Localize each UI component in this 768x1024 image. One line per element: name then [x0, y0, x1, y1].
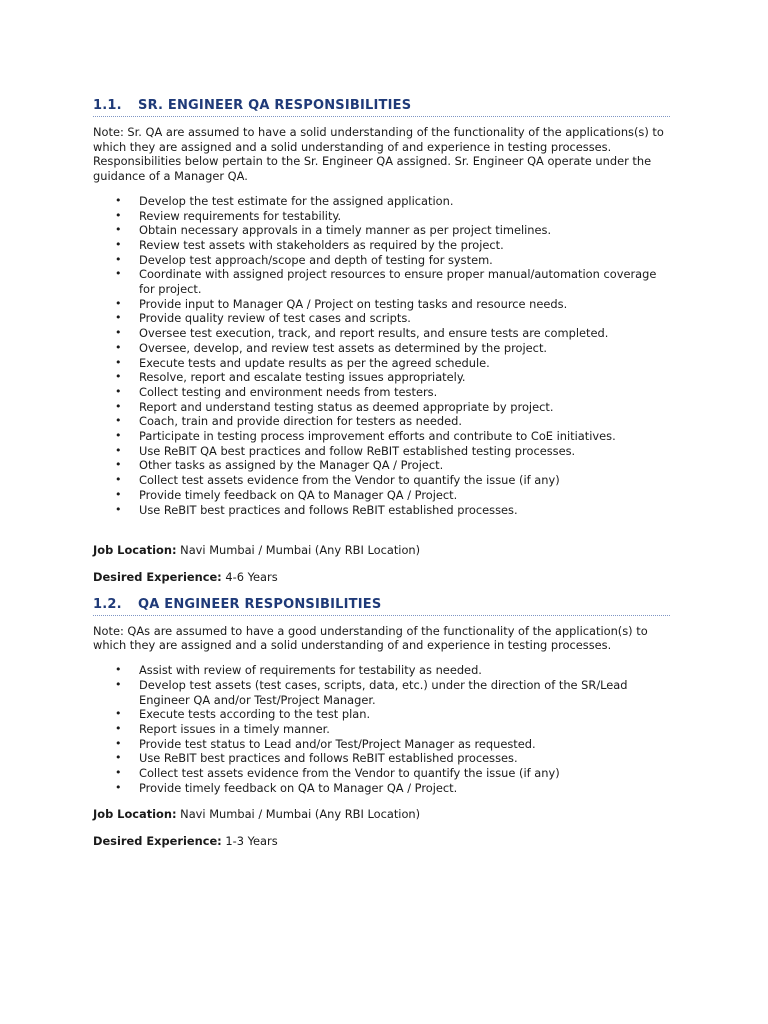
list-item-text: Coach, train and provide direction for testers as needed. — [139, 414, 463, 429]
bullet-icon: • — [115, 736, 122, 750]
bullet-icon: • — [115, 721, 122, 735]
list-item — [93, 326, 670, 341]
bullet-icon: • — [115, 677, 122, 691]
list-item — [93, 385, 670, 400]
bullet-icon: • — [115, 384, 122, 398]
list-item-text: Other tasks as assigned by the Manager QA / Project. — [139, 458, 444, 473]
bullet-icon: • — [115, 267, 122, 281]
list-item-text: Execute tests and update results as per the agreed schedule. — [139, 355, 490, 370]
bullet-icon: • — [115, 340, 122, 354]
bullet-icon: • — [115, 193, 122, 207]
list-item — [93, 311, 670, 326]
bullet-icon: • — [115, 458, 122, 472]
list-item-text: Oversee, develop, and review test assets as determined by the project. — [139, 340, 548, 355]
list-item — [93, 707, 670, 722]
list-item — [93, 766, 670, 781]
list-item-text: Oversee test execution, track, and report results, and ensure tests are completed. — [139, 326, 609, 341]
list-item — [93, 751, 670, 766]
list-item — [93, 737, 670, 752]
list-item — [93, 503, 670, 518]
list-item-text: Provide input to Manager QA / Project on testing tasks and resource needs. — [139, 296, 568, 311]
section-note: Note: QAs are assumed to have a good understanding of the functionality of the application(s) to which they are assigned and a solid understanding of and experience in testing processes. — [93, 623, 648, 653]
section-number: 1.2. — [93, 596, 122, 612]
list-item-text: Provide quality review of test cases and scripts. — [139, 311, 411, 326]
bullet-icon: • — [115, 399, 122, 413]
list-item — [93, 194, 670, 209]
responsibilities-list — [93, 663, 670, 795]
desired-experience-value: 1-3 Years — [221, 834, 278, 849]
bullet-icon: • — [115, 429, 122, 443]
list-item — [93, 458, 670, 473]
responsibilities-list — [93, 194, 670, 517]
bullet-icon: • — [115, 237, 122, 251]
section-heading-sr-engineer-qa — [93, 98, 670, 117]
bullet-icon: • — [115, 751, 122, 765]
list-item-text: Develop test assets (test cases, scripts, data, etc.) under the direction of the SR/Lead Engineer QA and/or Test/Project Manager. — [139, 677, 628, 707]
list-item — [93, 678, 670, 707]
section-title: SR. ENGINEER QA RESPONSIBILITIES — [138, 98, 412, 113]
list-item-text: Execute tests according to the test plan. — [139, 707, 371, 722]
list-item — [93, 781, 670, 796]
list-item-text: Obtain necessary approvals in a timely manner as per project timelines. — [139, 223, 552, 238]
section-number: 1.1. — [93, 98, 122, 113]
list-item — [93, 488, 670, 503]
document-page — [93, 98, 670, 849]
list-item — [93, 414, 670, 429]
list-item-text: Collect test assets evidence from the Vendor to quantify the issue (if any) — [139, 473, 560, 488]
bullet-icon: • — [115, 502, 122, 516]
list-item — [93, 722, 670, 737]
bullet-icon: • — [115, 311, 122, 325]
list-item-text: Provide timely feedback on QA to Manager QA / Project. — [139, 780, 458, 795]
list-item — [93, 400, 670, 415]
bullet-icon: • — [115, 296, 122, 310]
list-item-text: Use ReBIT best practices and follows ReBIT established processes. — [139, 751, 518, 766]
list-item-text: Report issues in a timely manner. — [139, 721, 330, 736]
list-item-text: Use ReBIT QA best practices and follow ReBIT established testing processes. — [139, 443, 576, 458]
job-location-value: Navi Mumbai / Mumbai (Any RBI Location) — [176, 543, 421, 558]
list-item-text: Develop test approach/scope and depth of testing for system. — [139, 252, 493, 267]
list-item-text: Coordinate with assigned project resources to ensure proper manual/automation coverage for project. — [139, 267, 657, 297]
bullet-icon: • — [115, 355, 122, 369]
bullet-icon: • — [115, 223, 122, 237]
desired-experience — [93, 570, 670, 585]
list-item-text: Collect test assets evidence from the Vendor to quantify the issue (if any) — [139, 766, 560, 781]
list-item — [93, 341, 670, 356]
list-item-text: Provide timely feedback on QA to Manager QA / Project. — [139, 487, 458, 502]
list-item — [93, 356, 670, 371]
list-item-text: Resolve, report and escalate testing issues appropriately. — [139, 370, 466, 385]
job-location-value: Navi Mumbai / Mumbai (Any RBI Location) — [176, 807, 421, 822]
list-item — [93, 444, 670, 459]
bullet-icon: • — [115, 326, 122, 340]
section-heading-qa-engineer — [93, 597, 670, 616]
list-item-text: Use ReBIT best practices and follows ReBIT established processes. — [139, 502, 518, 517]
bullet-icon: • — [115, 473, 122, 487]
bullet-icon: • — [115, 487, 122, 501]
bullet-icon: • — [115, 780, 122, 794]
list-item-text: Participate in testing process improvement efforts and contribute to CoE initiatives. — [139, 429, 616, 444]
list-item-text: Provide test status to Lead and/or Test/Project Manager as requested. — [139, 736, 536, 751]
bullet-icon: • — [115, 707, 122, 721]
list-item-text: Assist with review of requirements for testability as needed. — [139, 663, 482, 678]
list-item — [93, 253, 670, 268]
section-note: Note: Sr. QA are assumed to have a solid understanding of the functionality of the applications(s) to which they are assigned and a solid understanding of and experience in testing processes. Responsibilities below pertain to the Sr. Engineer QA assigned. Sr. Engineer QA operate under the guidance of a Manager QA. — [93, 125, 664, 184]
desired-experience-label: Desired Experience: — [93, 834, 222, 849]
desired-experience-value: 4-6 Years — [221, 569, 278, 584]
list-item-text: Review requirements for testability. — [139, 208, 342, 223]
list-item — [93, 267, 670, 296]
bullet-icon: • — [115, 766, 122, 780]
list-item — [93, 663, 670, 678]
list-item — [93, 429, 670, 444]
job-location-label: Job Location: — [93, 807, 177, 822]
list-item-text: Develop the test estimate for the assigned application. — [139, 193, 454, 208]
list-item-text: Collect testing and environment needs from testers. — [139, 384, 438, 399]
bullet-icon: • — [115, 663, 122, 677]
job-location — [93, 807, 670, 822]
bullet-icon: • — [115, 414, 122, 428]
job-location-label: Job Location: — [93, 543, 177, 558]
list-item — [93, 238, 670, 253]
job-location — [93, 543, 670, 558]
desired-experience — [93, 834, 670, 849]
list-item — [93, 297, 670, 312]
list-item — [93, 223, 670, 238]
bullet-icon: • — [115, 208, 122, 222]
list-item — [93, 370, 670, 385]
list-item-text: Review test assets with stakeholders as required by the project. — [139, 237, 504, 252]
bullet-icon: • — [115, 252, 122, 266]
list-item — [93, 473, 670, 488]
list-item-text: Report and understand testing status as deemed appropriate by project. — [139, 399, 554, 414]
desired-experience-label: Desired Experience: — [93, 569, 222, 584]
list-item — [93, 209, 670, 224]
bullet-icon: • — [115, 370, 122, 384]
section-title: QA ENGINEER RESPONSIBILITIES — [138, 596, 382, 612]
bullet-icon: • — [115, 443, 122, 457]
